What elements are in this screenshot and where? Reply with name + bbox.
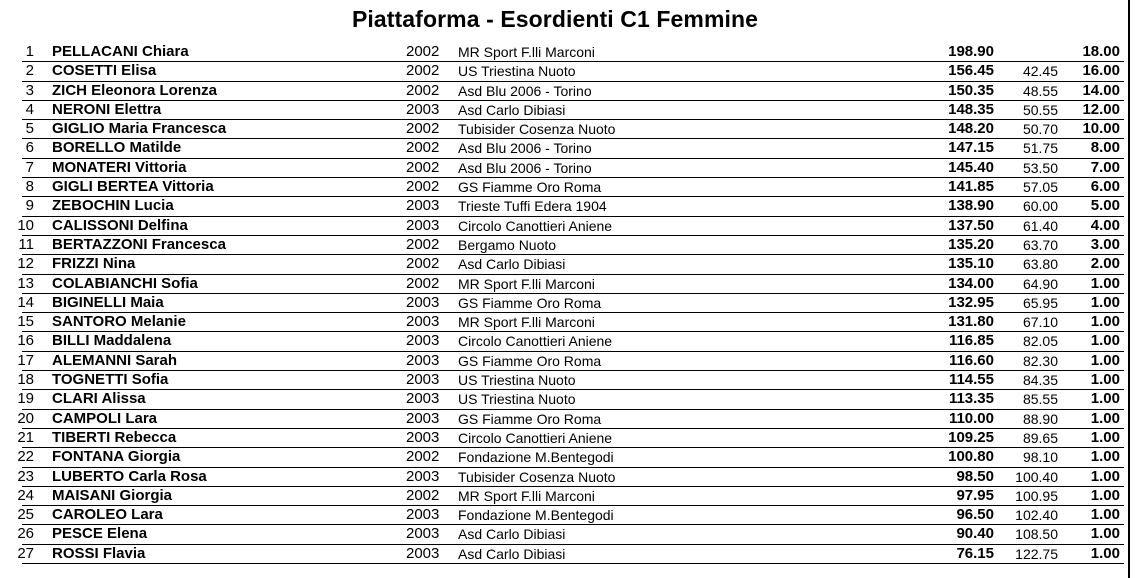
rank-cell: 26 — [17, 525, 34, 543]
gap-cell: 61.40 — [1022, 217, 1058, 234]
table-row — [17, 313, 1124, 332]
score-cell: 114.55 — [948, 371, 994, 389]
gap-cell: 65.95 — [1022, 294, 1058, 311]
club-cell: Fondazione M.Bentegodi — [458, 507, 614, 524]
rank-cell: 11 — [18, 235, 34, 253]
club-cell: Asd Blu 2006 - Torino — [458, 140, 592, 157]
rank-cell: 17 — [17, 351, 34, 369]
gap-cell: 48.55 — [1022, 82, 1058, 99]
table-row — [22, 82, 1124, 101]
athlete-name-cell: ZICH Eleonora Lorenza — [52, 81, 218, 99]
athlete-name-cell: COLABIANCHI Sofia — [52, 274, 198, 292]
rank-cell: 19 — [17, 390, 34, 408]
birth-year-cell: 2003 — [406, 506, 440, 524]
score-cell: 109.25 — [948, 428, 994, 446]
table-row — [17, 351, 1124, 371]
points-cell: 12.00 — [1082, 100, 1120, 118]
birth-year-cell: 2003 — [406, 313, 440, 331]
score-cell: 148.20 — [948, 120, 994, 138]
gap-cell: 60.00 — [1022, 198, 1058, 215]
rank-cell: 5 — [25, 120, 34, 138]
points-cell: 1.00 — [1090, 313, 1120, 331]
rank-cell: 2 — [25, 62, 34, 80]
table-row — [18, 235, 1124, 255]
club-cell: GS Fiamme Oro Roma — [458, 352, 602, 369]
points-cell: 18.00 — [1082, 43, 1120, 60]
rank-cell: 1 — [25, 43, 34, 60]
athlete-name-cell: FONTANA Giorgia — [52, 448, 181, 466]
table-row — [17, 506, 1124, 525]
points-cell: 10.00 — [1082, 120, 1120, 138]
athlete-name-cell: SANTORO Melanie — [52, 313, 186, 331]
birth-year-cell: 2003 — [406, 390, 440, 408]
table-row — [22, 159, 1124, 178]
table-row — [17, 428, 1124, 448]
athlete-name-cell: TIBERTI Rebecca — [52, 428, 177, 446]
rank-cell: 10 — [17, 216, 34, 234]
club-cell: Asd Carlo Dibiasi — [458, 256, 566, 273]
athlete-name-cell: NERONI Elettra — [52, 100, 162, 118]
birth-year-cell: 2003 — [406, 544, 440, 562]
club-cell: Bergamo Nuoto — [458, 236, 557, 253]
gap-cell: 57.05 — [1022, 179, 1058, 196]
gap-cell: 100.40 — [1015, 468, 1058, 485]
athlete-name-cell: GIGLI BERTEA Vittoria — [52, 178, 214, 196]
rank-cell: 14 — [17, 293, 34, 311]
rank-cell: 15 — [17, 313, 34, 331]
club-cell: MR Sport F.lli Marconi — [458, 275, 595, 292]
club-cell: Circolo Canottieri Aniene — [458, 333, 613, 350]
athlete-name-cell: TOGNETTI Sofia — [52, 371, 169, 389]
birth-year-cell: 2002 — [406, 43, 440, 60]
birth-year-cell: 2003 — [406, 216, 440, 234]
points-cell: 8.00 — [1090, 139, 1120, 157]
birth-year-cell: 2003 — [406, 351, 440, 369]
birth-year-cell: 2003 — [406, 409, 440, 427]
score-cell: 97.95 — [956, 486, 994, 504]
athlete-name-cell: PELLACANI Chiara — [52, 43, 189, 60]
club-cell: US Triestina Nuoto — [458, 63, 576, 80]
table-row — [17, 216, 1124, 236]
birth-year-cell: 2002 — [406, 139, 440, 157]
birth-year-cell: 2002 — [406, 62, 440, 80]
gap-cell: 108.50 — [1015, 526, 1058, 543]
gap-cell: 85.55 — [1022, 391, 1058, 408]
athlete-name-cell: LUBERTO Carla Rosa — [52, 467, 207, 485]
points-cell: 1.00 — [1090, 467, 1120, 485]
score-cell: 98.50 — [956, 467, 994, 485]
score-cell: 90.40 — [956, 525, 994, 543]
athlete-name-cell: CAMPOLI Lara — [52, 409, 158, 427]
athlete-name-cell: ALEMANNI Sarah — [52, 351, 178, 369]
points-cell: 1.00 — [1090, 428, 1120, 446]
athlete-name-cell: FRIZZI Nina — [52, 255, 136, 273]
points-cell: 1.00 — [1090, 544, 1120, 562]
rank-cell: 13 — [17, 274, 34, 292]
points-cell: 1.00 — [1090, 351, 1120, 369]
gap-cell: 50.70 — [1022, 121, 1058, 138]
table-row — [22, 139, 1124, 158]
score-cell: 156.45 — [948, 62, 994, 80]
rank-cell: 20 — [17, 409, 34, 427]
birth-year-cell: 2002 — [406, 158, 440, 176]
page-title: Piattaforma - Esordienti C1 Femmine — [351, 6, 759, 32]
table-row — [17, 390, 1124, 409]
points-cell: 1.00 — [1090, 486, 1120, 504]
birth-year-cell: 2003 — [406, 467, 440, 485]
score-cell: 116.85 — [948, 332, 994, 350]
birth-year-cell: 2002 — [406, 486, 440, 504]
club-cell: Asd Blu 2006 - Torino — [458, 159, 592, 176]
points-cell: 1.00 — [1090, 409, 1120, 427]
score-cell: 145.40 — [948, 158, 994, 176]
birth-year-cell: 2002 — [406, 235, 440, 253]
athlete-name-cell: ROSSI Flavia — [52, 544, 146, 562]
birth-year-cell: 2003 — [406, 525, 440, 543]
gap-cell: 42.45 — [1022, 63, 1058, 80]
points-cell: 6.00 — [1090, 178, 1120, 196]
birth-year-cell: 2003 — [406, 371, 440, 389]
points-cell: 1.00 — [1090, 506, 1120, 524]
athlete-name-cell: MAISANI Giorgia — [52, 486, 173, 504]
points-cell: 1.00 — [1090, 274, 1120, 292]
athlete-name-cell: COSETTI Elisa — [52, 62, 157, 80]
gap-cell: 82.05 — [1022, 333, 1058, 350]
score-cell: 116.60 — [948, 351, 994, 369]
gap-cell: 100.95 — [1015, 487, 1058, 504]
gap-cell: 63.70 — [1022, 236, 1058, 253]
gap-cell: 89.65 — [1022, 429, 1058, 446]
club-cell: Fondazione M.Bentegodi — [458, 449, 614, 466]
points-cell: 14.00 — [1082, 81, 1120, 99]
table-row — [17, 409, 1124, 429]
birth-year-cell: 2002 — [406, 120, 440, 138]
points-cell: 1.00 — [1090, 390, 1120, 408]
birth-year-cell: 2002 — [406, 81, 440, 99]
gap-cell: 88.90 — [1022, 410, 1058, 427]
birth-year-cell: 2002 — [406, 178, 440, 196]
table-row — [17, 525, 1124, 544]
rank-cell: 25 — [17, 506, 34, 524]
gap-cell: 84.35 — [1022, 372, 1058, 389]
rank-cell: 7 — [25, 158, 34, 176]
club-cell: GS Fiamme Oro Roma — [458, 410, 602, 427]
points-cell: 4.00 — [1090, 216, 1120, 234]
score-cell: 135.20 — [948, 235, 994, 253]
rank-cell: 12 — [17, 255, 34, 273]
points-cell: 16.00 — [1082, 62, 1120, 80]
gap-cell: 63.80 — [1022, 256, 1058, 273]
gap-cell: 102.40 — [1015, 507, 1058, 524]
score-cell: 141.85 — [948, 178, 994, 196]
score-cell: 110.00 — [948, 409, 994, 427]
table-row — [17, 486, 1124, 506]
points-cell: 1.00 — [1090, 448, 1120, 466]
club-cell: Tubisider Cosenza Nuoto — [458, 468, 616, 485]
rank-cell: 21 — [17, 428, 34, 446]
club-cell: Trieste Tuffi Edera 1904 — [458, 198, 607, 215]
table-row — [17, 544, 1124, 564]
table-row — [22, 43, 1124, 62]
athlete-name-cell: CLARI Alissa — [52, 390, 146, 408]
points-cell: 1.00 — [1090, 332, 1120, 350]
score-cell: 150.35 — [948, 81, 994, 99]
table-row — [17, 371, 1124, 390]
rank-cell: 24 — [17, 486, 34, 504]
points-cell: 7.00 — [1090, 158, 1120, 176]
gap-cell: 51.75 — [1022, 140, 1058, 157]
gap-cell: 50.55 — [1022, 101, 1058, 118]
birth-year-cell: 2003 — [406, 100, 440, 118]
rank-cell: 9 — [25, 197, 34, 215]
points-cell: 1.00 — [1090, 371, 1120, 389]
points-cell: 1.00 — [1090, 525, 1120, 543]
score-cell: 135.10 — [948, 255, 994, 273]
athlete-name-cell: GIGLIO Maria Francesca — [52, 120, 227, 138]
gap-cell: 122.75 — [1015, 545, 1058, 562]
birth-year-cell: 2002 — [406, 448, 440, 466]
birth-year-cell: 2002 — [406, 255, 440, 273]
points-cell: 1.00 — [1090, 293, 1120, 311]
club-cell: US Triestina Nuoto — [458, 372, 576, 389]
rank-cell: 8 — [25, 178, 34, 196]
club-cell: Asd Carlo Dibiasi — [458, 545, 566, 562]
table-row — [22, 178, 1124, 197]
club-cell: MR Sport F.lli Marconi — [458, 314, 595, 331]
score-cell: 137.50 — [948, 216, 994, 234]
club-cell: MR Sport F.lli Marconi — [458, 44, 595, 60]
athlete-name-cell: PESCE Elena — [52, 525, 148, 543]
page-border — [1128, 0, 1130, 578]
gap-cell: 67.10 — [1022, 314, 1058, 331]
score-cell: 132.95 — [948, 293, 994, 311]
athlete-name-cell: MONATERI Vittoria — [52, 158, 187, 176]
table-row — [22, 62, 1124, 81]
club-cell: Asd Blu 2006 - Torino — [458, 82, 592, 99]
rank-cell: 27 — [17, 544, 34, 562]
rank-cell: 18 — [17, 371, 34, 389]
gap-cell: 82.30 — [1022, 352, 1058, 369]
score-cell: 76.15 — [956, 544, 994, 562]
athlete-name-cell: BIGINELLI Maia — [52, 293, 164, 311]
birth-year-cell: 2003 — [406, 332, 440, 350]
rank-cell: 6 — [25, 139, 34, 157]
rank-cell: 23 — [17, 467, 34, 485]
athlete-name-cell: BERTAZZONI Francesca — [52, 235, 226, 253]
score-cell: 134.00 — [948, 274, 994, 292]
score-cell: 148.35 — [948, 100, 994, 118]
score-cell: 138.90 — [948, 197, 994, 215]
table-row — [22, 120, 1124, 139]
points-cell: 3.00 — [1090, 235, 1120, 253]
birth-year-cell: 2003 — [406, 293, 440, 311]
club-cell: GS Fiamme Oro Roma — [458, 179, 602, 196]
athlete-name-cell: BORELLO Matilde — [52, 139, 182, 157]
birth-year-cell: 2002 — [406, 274, 440, 292]
gap-cell: 98.10 — [1022, 449, 1058, 466]
score-cell: 96.50 — [956, 506, 994, 524]
points-cell: 2.00 — [1090, 255, 1120, 273]
score-cell: 131.80 — [948, 313, 994, 331]
table-row — [22, 101, 1124, 120]
club-cell: Asd Carlo Dibiasi — [458, 526, 566, 543]
table-row — [17, 467, 1124, 487]
table-row — [17, 255, 1124, 274]
birth-year-cell: 2003 — [406, 428, 440, 446]
table-row — [17, 274, 1124, 294]
rank-cell: 22 — [17, 448, 34, 466]
table-row — [22, 197, 1124, 216]
athlete-name-cell: CALISSONI Delfina — [52, 216, 188, 234]
athlete-name-cell: BILLI Maddalena — [52, 332, 172, 350]
birth-year-cell: 2003 — [406, 197, 440, 215]
rank-cell: 3 — [25, 81, 34, 99]
club-cell: Circolo Canottieri Aniene — [458, 217, 613, 234]
athlete-name-cell: ZEBOCHIN Lucia — [52, 197, 174, 215]
gap-cell: 53.50 — [1022, 159, 1058, 176]
results-table — [0, 43, 1128, 564]
score-cell: 198.90 — [948, 43, 994, 60]
rank-cell: 16 — [17, 332, 34, 350]
points-cell: 5.00 — [1090, 197, 1120, 215]
club-cell: GS Fiamme Oro Roma — [458, 294, 602, 311]
athlete-name-cell: CAROLEO Lara — [52, 506, 163, 524]
table-row — [17, 293, 1124, 313]
club-cell: US Triestina Nuoto — [458, 391, 576, 408]
rank-cell: 4 — [25, 100, 34, 118]
score-cell: 147.15 — [948, 139, 994, 157]
club-cell: Asd Carlo Dibiasi — [458, 101, 566, 118]
table-row — [17, 332, 1124, 351]
score-cell: 100.80 — [948, 448, 994, 466]
table-row — [17, 448, 1124, 467]
club-cell: Circolo Canottieri Aniene — [458, 429, 613, 446]
club-cell: Tubisider Cosenza Nuoto — [458, 121, 616, 138]
score-cell: 113.35 — [948, 390, 994, 408]
gap-cell: 64.90 — [1022, 275, 1058, 292]
club-cell: MR Sport F.lli Marconi — [458, 487, 595, 504]
